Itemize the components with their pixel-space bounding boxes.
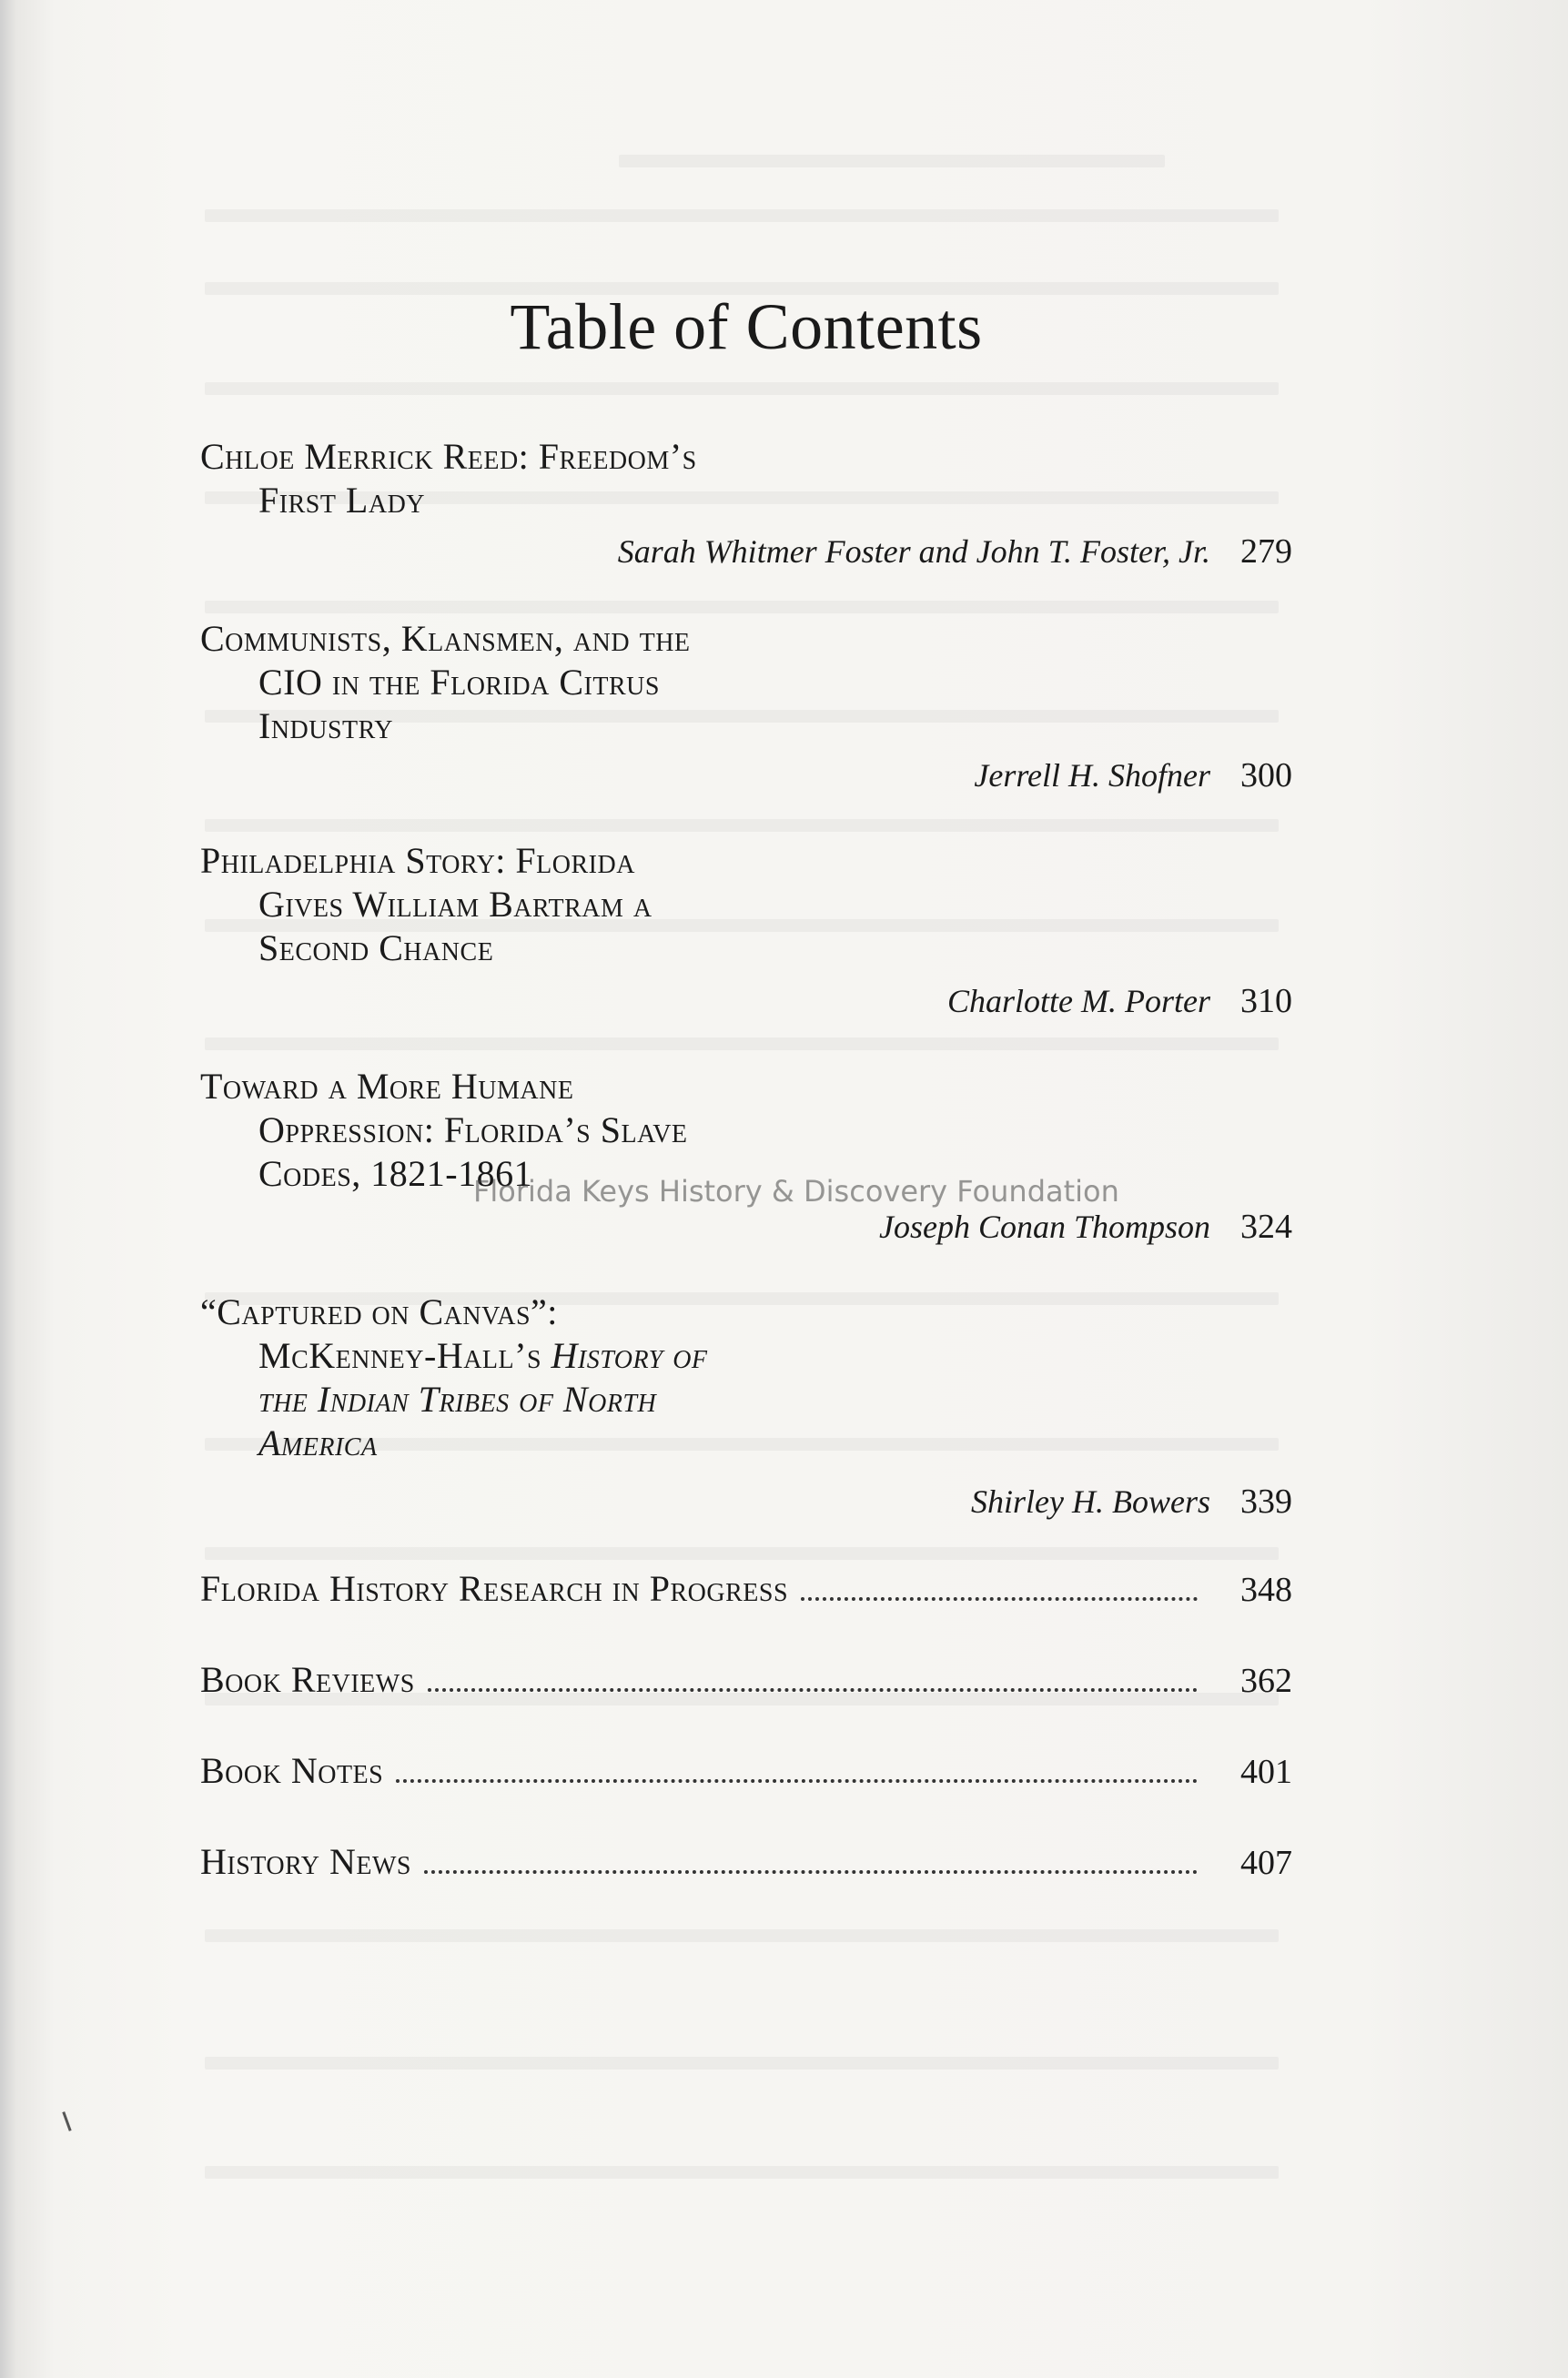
dot-leader bbox=[396, 1779, 1198, 1783]
section-page-number: 362 bbox=[1240, 1662, 1292, 1700]
bleed-through bbox=[205, 2166, 1279, 2179]
dot-leader bbox=[428, 1688, 1198, 1692]
entry-title-line: the Indian Tribes of North bbox=[258, 1379, 657, 1420]
toc-section bbox=[200, 1658, 1292, 1701]
section-page-number: 407 bbox=[1240, 1844, 1292, 1882]
entry-byline bbox=[879, 1207, 1292, 1247]
toc-section bbox=[200, 1840, 1292, 1883]
section-page-number: 348 bbox=[1240, 1571, 1292, 1609]
entry-title-line: First Lady bbox=[258, 480, 426, 521]
entry-page-number: 324 bbox=[1240, 1208, 1292, 1246]
bleed-through bbox=[205, 2057, 1279, 2069]
toc-entry bbox=[200, 1290, 1292, 1521]
toc-section bbox=[200, 1749, 1292, 1792]
entry-author: Sarah Whitmer Foster and John T. Foster, Jr. bbox=[617, 533, 1210, 570]
entry-byline bbox=[974, 755, 1292, 795]
entry-title-line: Oppression: Florida’s Slave bbox=[258, 1109, 688, 1150]
section-label: Florida History Research in Progress bbox=[200, 1568, 789, 1609]
toc-entry bbox=[200, 839, 1292, 1020]
entry-title-line: Industry bbox=[258, 705, 394, 746]
bleed-through bbox=[205, 1037, 1279, 1050]
entry-title-line: CIO in the Florida Citrus bbox=[258, 662, 660, 703]
bleed-through bbox=[205, 1547, 1279, 1560]
dot-leader bbox=[424, 1870, 1198, 1874]
section-page-number: 401 bbox=[1240, 1753, 1292, 1791]
entry-author: Shirley H. Bowers bbox=[971, 1483, 1210, 1520]
entry-byline bbox=[618, 531, 1292, 572]
entry-title-line: Chloe Merrick Reed: Freedom’s bbox=[200, 436, 697, 477]
entry-title-italic: History of bbox=[551, 1335, 708, 1376]
entry-page-number: 279 bbox=[1240, 532, 1292, 571]
entry-byline bbox=[971, 1482, 1292, 1522]
toc-entry bbox=[200, 435, 1292, 571]
section-label: History News bbox=[200, 1841, 411, 1882]
watermark: Florida Keys History & Discovery Foundation bbox=[473, 1174, 1119, 1209]
section-label: Book Reviews bbox=[200, 1659, 415, 1700]
toc-section bbox=[200, 1567, 1292, 1610]
bleed-through bbox=[205, 601, 1279, 613]
bleed-through bbox=[205, 1929, 1279, 1942]
toc-entry bbox=[200, 617, 1292, 794]
dot-leader bbox=[801, 1597, 1198, 1601]
entry-author: Joseph Conan Thompson bbox=[878, 1209, 1210, 1245]
entry-title-line: Communists, Klansmen, and the bbox=[200, 618, 691, 659]
entry-page-number: 300 bbox=[1240, 756, 1292, 794]
entry-title-line: Philadelphia Story: Florida bbox=[200, 840, 635, 881]
entry-title-line: America bbox=[258, 1422, 378, 1463]
entry-title-line: Gives William Bartram a bbox=[258, 884, 652, 925]
entry-title-line: Toward a More Humane bbox=[200, 1066, 574, 1107]
bleed-through bbox=[619, 155, 1165, 167]
bleed-through bbox=[205, 209, 1279, 222]
entry-author: Charlotte M. Porter bbox=[947, 983, 1210, 1019]
entry-byline bbox=[947, 981, 1292, 1021]
entry-page-number: 310 bbox=[1240, 982, 1292, 1020]
entry-author: Jerrell H. Shofner bbox=[974, 757, 1210, 794]
scan-mark bbox=[62, 2111, 71, 2131]
entry-title-line: Codes, 1821-1861 bbox=[258, 1153, 533, 1194]
bleed-through bbox=[205, 382, 1279, 395]
entry-title-line: “Captured on Canvas”: bbox=[200, 1291, 558, 1332]
entry-title-part: McKenney-Hall’s bbox=[258, 1335, 542, 1376]
page-title: Table of Contents bbox=[510, 290, 983, 363]
entry-title-line bbox=[200, 1334, 1292, 1378]
bleed-through bbox=[205, 819, 1279, 832]
section-label: Book Notes bbox=[200, 1750, 384, 1791]
entry-title-line: Second Chance bbox=[258, 927, 494, 968]
entry-page-number: 339 bbox=[1240, 1482, 1292, 1521]
